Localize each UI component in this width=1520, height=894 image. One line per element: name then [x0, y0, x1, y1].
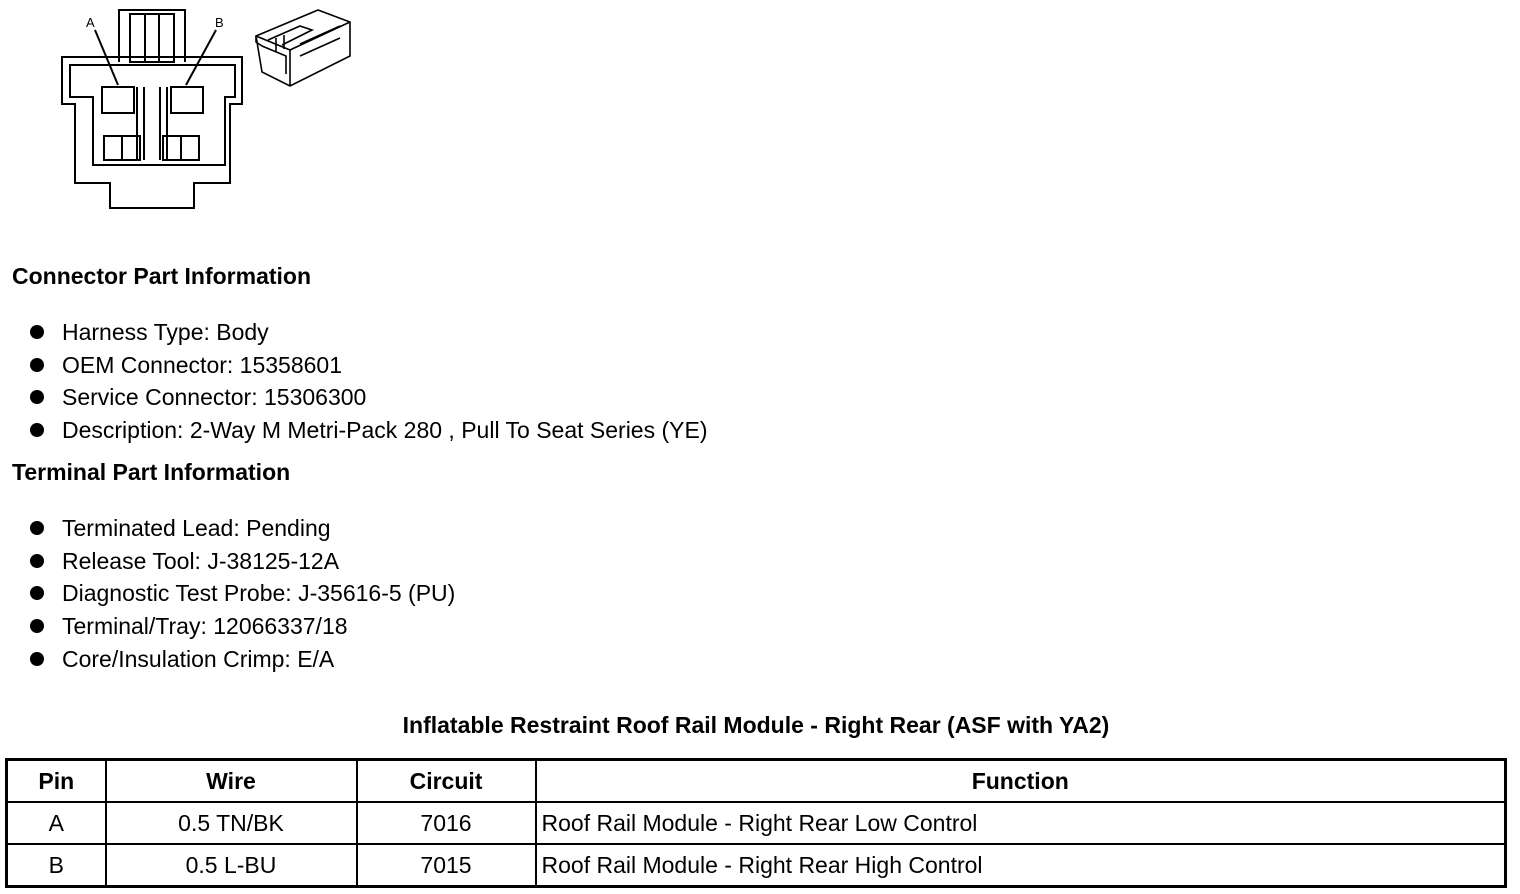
bullet-icon — [30, 554, 44, 568]
list-item: Description: 2-Way M Metri-Pack 280 , Pull To Seat Series (YE) — [30, 414, 708, 447]
table-row — [7, 844, 1506, 887]
header-function: Function — [536, 760, 1506, 803]
cell-circuit: 7016 — [357, 802, 536, 844]
connector-info-heading: Connector Part Information — [12, 263, 312, 289]
header-pin: Pin — [7, 760, 106, 803]
bullet-icon — [30, 586, 44, 600]
list-item: Harness Type: Body — [30, 316, 708, 349]
bullet-icon — [30, 390, 44, 404]
cell-pin: B — [7, 844, 106, 887]
table-row — [7, 802, 1506, 844]
cell-wire: 0.5 TN/BK — [106, 802, 357, 844]
cell-function: Roof Rail Module - Right Rear Low Control — [536, 802, 1506, 844]
connector-info-list — [30, 316, 708, 447]
bullet-icon — [30, 358, 44, 372]
bullet-icon — [30, 521, 44, 535]
cell-circuit: 7015 — [357, 844, 536, 887]
table-header-row — [7, 760, 1506, 803]
bullet-icon — [30, 619, 44, 633]
connector-diagram — [0, 0, 360, 220]
bullet-icon — [30, 423, 44, 437]
pin-table-title: Inflatable Restraint Roof Rail Module - Right Rear (ASF with YA2) — [402, 712, 1110, 738]
list-item: Terminated Lead: Pending — [30, 512, 455, 545]
list-item: Terminal/Tray: 12066337/18 — [30, 610, 455, 643]
list-item: Service Connector: 15306300 — [30, 381, 708, 414]
terminal-info-list — [30, 512, 455, 675]
pin-table — [5, 758, 1507, 888]
terminal-info-heading: Terminal Part Information — [12, 459, 291, 485]
header-wire: Wire — [106, 760, 357, 803]
list-item: Diagnostic Test Probe: J-35616-5 (PU) — [30, 577, 455, 610]
bullet-icon — [30, 652, 44, 666]
list-item: OEM Connector: 15358601 — [30, 349, 708, 382]
cell-pin: A — [7, 802, 106, 844]
pin-label-a: A — [86, 15, 95, 30]
header-circuit: Circuit — [357, 760, 536, 803]
bullet-icon — [30, 325, 44, 339]
pin-label-b: B — [215, 15, 224, 30]
connector-3d-icon — [256, 10, 350, 86]
list-item: Release Tool: J-38125-12A — [30, 545, 455, 578]
cell-function: Roof Rail Module - Right Rear High Control — [536, 844, 1506, 887]
cell-wire: 0.5 L-BU — [106, 844, 357, 887]
list-item: Core/Insulation Crimp: E/A — [30, 643, 455, 676]
